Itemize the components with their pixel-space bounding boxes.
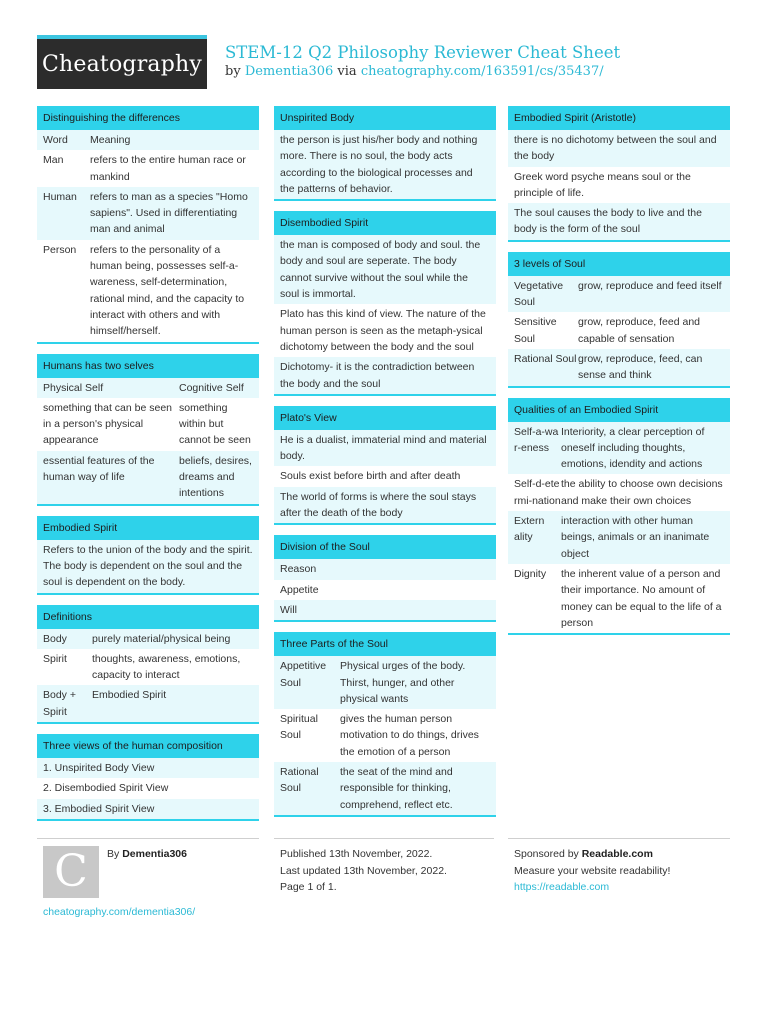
section-two-selves (37, 354, 259, 506)
published-date: Published 13th November, 2022. (280, 848, 433, 860)
author-profile-link[interactable]: cheatography.com/dementia306/ (43, 906, 196, 918)
row-value: the inherent value of a person and their importance. No amount of money can be equal to the life of a person (561, 567, 722, 629)
section-qualities (508, 398, 730, 636)
table-row (37, 130, 259, 150)
row-key: Spiritual Soul (280, 713, 318, 742)
row-value: beliefs, desires, dreams and intentions (179, 454, 252, 500)
row-key: Dignity (514, 567, 547, 580)
section-title: 3 levels of Soul (508, 252, 730, 276)
row-value: Cognitive Self (179, 381, 244, 394)
row-key: Vegetative Soul (514, 279, 564, 309)
by-label: By (107, 848, 120, 860)
section-definitions (37, 605, 259, 724)
footer-divider (508, 838, 730, 839)
section-levels-of-soul (508, 252, 730, 388)
row-key: Rational Soul (514, 352, 577, 365)
sponsor-text: Measure your website readability! (514, 864, 671, 877)
row-key: Self-a-war-eness (514, 425, 559, 454)
row-value: Meaning (90, 134, 131, 146)
list-item: 3. Embodied Spirit View (37, 799, 259, 819)
byline (225, 64, 604, 79)
table-row (508, 276, 730, 313)
row-value: refers to the personality of a human being, possesses self-a-wareness, self-determination, rational mind, and the capacity to interact with others and with himself/herself. (90, 243, 245, 338)
section-title: Unspirited Body (274, 106, 496, 130)
paragraph: Plato has this kind of view. The nature of the human person is seen as the metaph-ysical dichotomy between the body and the soul (274, 304, 496, 357)
sheet-url-link[interactable]: cheatography.com/163591/cs/35437/ (360, 64, 604, 79)
paragraph: Greek word psyche means soul or the principle of life. (508, 167, 730, 204)
table-row (37, 240, 259, 342)
row-key: Word (43, 134, 68, 146)
footer-meta (280, 846, 447, 896)
table-row (37, 629, 259, 649)
row-value: interaction with other human beings, animals or an inanimate object (561, 515, 710, 560)
section-title: Qualities of an Embodied Spirit (508, 398, 730, 422)
section-three-parts-of-soul (274, 632, 496, 817)
paragraph: Dichotomy- it is the contradiction between the body and the soul (274, 357, 496, 394)
column-1 (37, 106, 259, 831)
row-value: Interiority, a clear perception of oneself including thoughts, emotions, idendity and actions (561, 425, 705, 471)
row-key: Spirit (43, 652, 67, 665)
row-key: Appetitive Soul (280, 660, 327, 689)
author-avatar[interactable] (43, 846, 99, 898)
row-key: essential features of the human way of life (43, 454, 155, 484)
section-division-of-soul (274, 535, 496, 622)
row-key: Body (43, 632, 67, 645)
row-value: grow, reproduce and feed itself (578, 279, 722, 292)
paragraph: The world of forms is where the soul stays after the death of the body (274, 487, 496, 524)
cheatography-logo[interactable] (37, 35, 207, 89)
section-text: the person is just his/her body and nothing more. There is no soul, the body acts according to the biological processes and the patterns of behavior. (274, 130, 496, 199)
section-title: Three Parts of the Soul (274, 632, 496, 656)
table-row (274, 762, 496, 815)
section-title: Three views of the human composition (37, 734, 259, 758)
table-row (37, 378, 259, 398)
avatar-letter: C (54, 846, 88, 897)
row-value: gives the human person motivation to do things, drives the emotion of a person (340, 713, 479, 758)
section-title: Distinguishing the differences (37, 106, 259, 130)
row-value: Physical urges of the body. Thirst, hunger, and other physical wants (340, 660, 466, 705)
section-disembodied-spirit (274, 211, 496, 396)
section-embodied-spirit (37, 516, 259, 595)
row-key: Person (43, 243, 77, 256)
section-title: Embodied Spirit (Aristotle) (508, 106, 730, 130)
sponsor-name[interactable]: Readable.com (581, 848, 653, 860)
list-item: Appetite (274, 580, 496, 600)
section-platos-view (274, 406, 496, 525)
list-item: Will (274, 600, 496, 620)
row-value: grow, reproduce, feed and capable of sensation (578, 316, 701, 345)
table-row (37, 150, 259, 187)
section-aristotle (508, 106, 730, 242)
section-title: Plato's View (274, 406, 496, 430)
row-value: refers to the entire human race or mankind (90, 154, 246, 183)
row-value: thoughts, awareness, emotions, capacity to interact (92, 652, 241, 682)
row-value: the seat of the mind and responsible for thinking, comprehend, reflect etc. (340, 766, 453, 811)
author-link[interactable]: Dementia306 (244, 64, 334, 79)
footer-sponsor (514, 846, 670, 896)
logo-text: Cheatography (41, 51, 203, 77)
row-value: grow, reproduce, feed, can sense and think (578, 352, 703, 382)
section-distinguishing (37, 106, 259, 344)
table-row (274, 709, 496, 762)
row-value: purely material/physical being (92, 632, 231, 645)
row-key: something that can be seen in a person's physical appearance (43, 401, 173, 447)
table-row (37, 685, 259, 722)
row-value: Embodied Spirit (92, 689, 167, 702)
paragraph: there is no dichotomy between the soul and the body (508, 130, 730, 167)
column-2 (274, 106, 496, 827)
table-row (274, 656, 496, 709)
sponsor-label: Sponsored by (514, 848, 579, 860)
list-item: Reason (274, 559, 496, 579)
section-title: Disembodied Spirit (274, 211, 496, 235)
sponsor-link[interactable]: https://readable.com (514, 881, 610, 893)
paragraph: He is a dualist, immaterial mind and material body. (274, 430, 496, 467)
footer-divider (274, 838, 494, 839)
table-row (508, 349, 730, 386)
section-title: Division of the Soul (274, 535, 496, 559)
row-key: Human (43, 190, 77, 203)
section-three-views (37, 734, 259, 821)
table-row (37, 398, 259, 451)
paragraph: Souls exist before birth and after death (274, 466, 496, 486)
table-row (37, 649, 259, 686)
footer-divider (37, 838, 259, 839)
row-value: refers to man as a species "Homo sapiens". Used in differentiating man and animal (90, 190, 248, 236)
row-key: Sensitive Soul (514, 316, 557, 345)
list-item: 2. Disembodied Spirit View (37, 778, 259, 798)
row-value: the ability to choose own decisions and make their own choices (561, 478, 723, 507)
via-label: via (337, 64, 357, 79)
page-number: Page 1 of 1. (280, 881, 337, 893)
row-key: Body + Spirit (43, 689, 76, 718)
table-row (508, 422, 730, 475)
section-unspirited-body (274, 106, 496, 201)
table-row (37, 451, 259, 504)
table-row (508, 564, 730, 633)
section-title: Humans has two selves (37, 354, 259, 378)
section-title: Embodied Spirit (37, 516, 259, 540)
row-key: Rational Soul (280, 766, 319, 795)
row-value: something within but cannot be seen (179, 401, 251, 447)
footer-author (107, 846, 187, 863)
table-row (37, 187, 259, 240)
column-3 (508, 106, 730, 645)
section-text: Refers to the union of the body and the spirit. The body is dependent on the soul and the soul is dependent on the body. (37, 540, 259, 593)
row-key: Man (43, 154, 64, 167)
updated-date: Last updated 13th November, 2022. (280, 864, 447, 877)
by-label: by (225, 64, 241, 79)
table-row (508, 511, 730, 564)
list-item: 1. Unspirited Body View (37, 758, 259, 778)
row-key: Extern ality (514, 515, 545, 544)
section-title: Definitions (37, 605, 259, 629)
table-row (508, 312, 730, 349)
table-row (508, 474, 730, 511)
paragraph: The soul causes the body to live and the body is the form of the soul (508, 203, 730, 240)
paragraph: the man is composed of body and soul. the body and soul are seperate. The body cannot survive without the soul while the soul is immortal. (274, 235, 496, 304)
footer-author-name[interactable]: Dementia306 (122, 848, 187, 860)
page-title[interactable]: STEM-12 Q2 Philosophy Reviewer Cheat Sheet (225, 43, 621, 62)
row-key: Physical Self (43, 381, 104, 394)
row-key: Self-d-etermi-nation (514, 478, 561, 507)
